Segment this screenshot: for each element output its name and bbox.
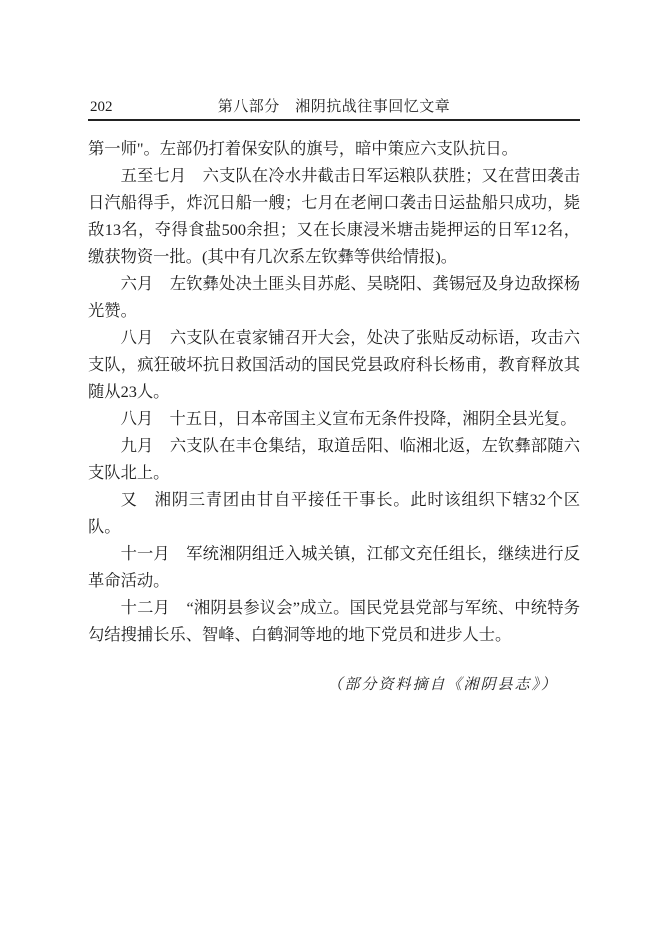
paragraph-may-july: 五至七月 六支队在冷水井截击日军运粮队获胜；又在营田袭击日汽船得手，炸沉日船一艘；七月在老闸口袭击日运盐船只成功，毙敌13名，夺得食盐500余担；又在长康浸米塘击毙押运的日军12名，缴获物资一批。(其中有几次系左钦彝等供给情报)。 (88, 166, 580, 266)
page-body (88, 135, 580, 699)
paragraph-addendum: 又 湘阴三青团由甘自平接任干事长。此时该组织下辖32个区队。 (88, 490, 580, 536)
paragraph-continuation: 第一师"。左部仍打着保安队的旗号，暗中策应六支队抗日。 (88, 139, 518, 158)
paragraph-november: 十一月 军统湘阴组迁入城关镇，江郁文充任组长，继续进行反革命活动。 (88, 544, 580, 590)
paragraph-august-surrender: 八月 十五日，日本帝国主义宣布无条件投降，湘阴全县光复。 (120, 409, 577, 428)
paragraph-august-meeting: 八月 六支队在袁家铺召开大会，处决了张贴反动标语，攻击六支队，疯狂破坏抗日救国活动的国民党县政府科长杨甫，教育释放其随从23人。 (88, 328, 580, 401)
paragraph-december: 十二月 “湘阴县参议会”成立。国民党县党部与军统、中统特务勾结搜捕长乐、智峰、白鹤洞等地的地下党员和进步人士。 (88, 598, 580, 644)
running-header (88, 98, 580, 117)
source-citation: （部分资料摘自《湘阴县志》） (327, 677, 558, 693)
page-content (88, 98, 580, 699)
section-title: 第八部分 湘阴抗战往事回忆文章 (217, 99, 451, 115)
paragraph-september: 九月 六支队在丰仓集结，取道岳阳、临湘北返，左钦彝部随六支队北上。 (88, 436, 580, 482)
header-rule (88, 119, 580, 121)
page-number: 202 (90, 99, 113, 115)
paragraph-june: 六月 左钦彝处决土匪头目苏彪、吴晓阳、龚锡冠及身边敌探杨光赞。 (88, 274, 580, 320)
